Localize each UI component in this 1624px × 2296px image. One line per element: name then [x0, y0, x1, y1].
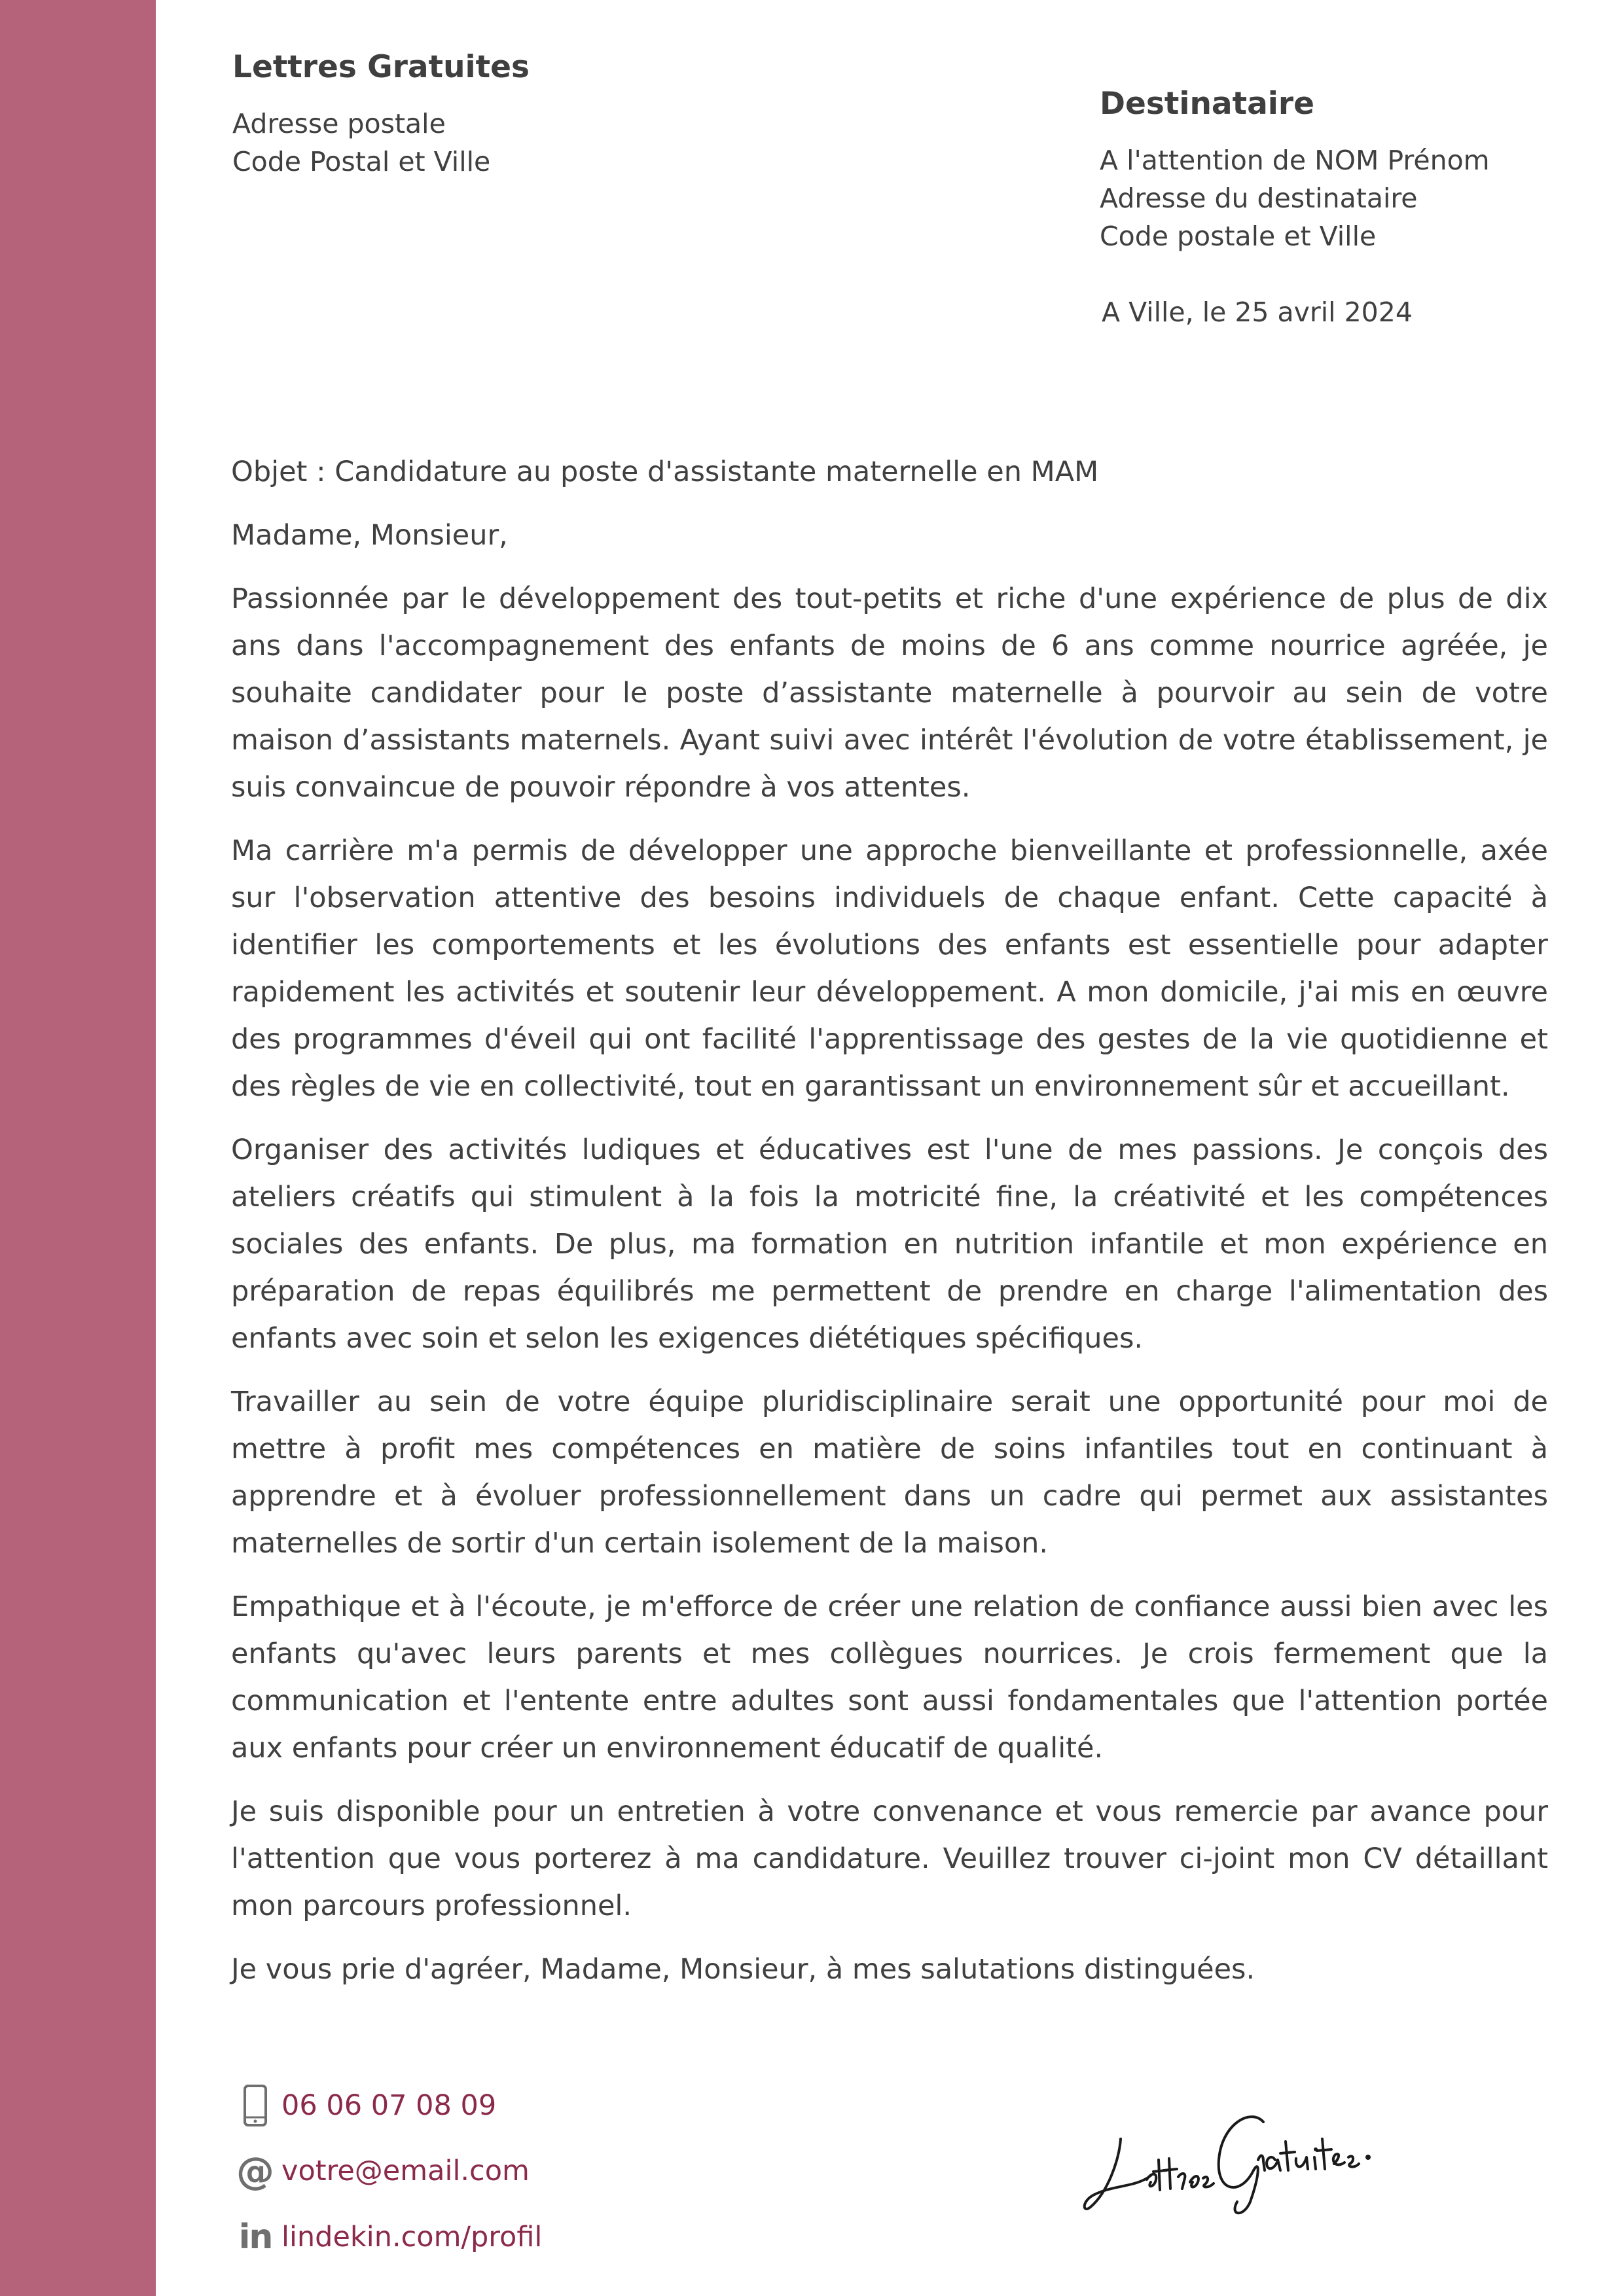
letter-subject: Objet : Candidature au poste d'assistante maternelle en MAM [231, 456, 1099, 488]
letter-greeting: Madame, Monsieur, [231, 519, 508, 552]
letter-paragraph: Organiser des activités ludiques et éducatives est l'une de mes passions. Je conçois des ateliers créatifs qui stimulent à la fois la motricité fine, la créativité et les compétences sociales des enfants. De plus, ma formation en nutrition infantile et mon expérience en préparation de repas équilibrés me permettent de prendre en charge l'alimentation des enfants avec soin et selon les exigences diététiques spécifiques. [231, 1134, 1548, 1355]
recipient-city: Code postale et Ville [1100, 221, 1377, 252]
contact-linkedin [229, 2211, 753, 2263]
recipient-block [1100, 84, 1597, 331]
contact-phone-value[interactable]: 06 06 07 08 09 [281, 2089, 497, 2122]
sender-block [232, 47, 691, 181]
letter-paragraph: Travailler au sein de votre équipe pluridisciplinaire serait une opportunité pour moi de mettre à profit mes compétences en matière de soins infantiles tout en continuant à apprendre et à évoluer professionnellement dans un cadre qui permet aux assistantes maternelles de sortir d'un certain isolement de la maison. [231, 1386, 1548, 1560]
letter-date: A Ville, le 25 avril 2024 [1102, 296, 1413, 328]
sender-address: Adresse postale [232, 108, 446, 139]
letter-closing: Je vous prie d'agréer, Madame, Monsieur, à mes salutations distinguées. [231, 1953, 1255, 1986]
recipient-attention: A l'attention de NOM Prénom [1100, 145, 1490, 176]
sidebar-accent-bar [0, 0, 156, 2296]
handwritten-signature [1074, 2062, 1466, 2225]
contact-email-value[interactable]: votre@email.com [281, 2155, 530, 2187]
recipient-title: Destinataire [1100, 86, 1314, 122]
letter-paragraph: Passionnée par le développement des tout-petits et riche d'une expérience de plus de dix ans dans l'accompagnement des enfants de moins de 6 ans comme nourrice agréée, je souhaite candidater pour le poste d’assistante maternelle à pourvoir au sein de votre maison d’assistants maternels. Ayant suivi avec intérêt l'évolution de votre établissement, je suis convaincue de pouvoir répondre à vos attentes. [231, 583, 1548, 804]
contact-phone [229, 2079, 753, 2132]
sender-city: Code Postal et Ville [232, 146, 491, 177]
contact-email [229, 2145, 753, 2197]
letter-paragraph: Ma carrière m'a permis de développer une approche bienveillante et professionnelle, axée sur l'observation attentive des besoins individuels de chaque enfant. Cette capacité à identifier les comportements et les évolutions des enfants est essentielle pour adapter rapidement les activités et soutenir leur développement. A mon domicile, j'ai mis en œuvre des programmes d'éveil qui ont facilité l'apprentissage des gestes de la vie quotidienne et des règles de vie en collectivité, tout en garantissant un environnement sûr et accueillant. [231, 834, 1548, 1103]
at-icon: @ [236, 2149, 274, 2193]
linkedin-icon: in [238, 2217, 272, 2257]
recipient-address: Adresse du destinataire [1100, 183, 1418, 214]
sender-name: Lettres Gratuites [232, 49, 530, 85]
letter-paragraph: Je suis disponible pour un entretien à votre convenance et vous remercie par avance pour l'attention que vous porterez à ma candidature. Veuillez trouver ci-joint mon CV détaillant mon parcours professionnel. [231, 1795, 1548, 1922]
contact-linkedin-value[interactable]: lindekin.com/profil [281, 2221, 543, 2253]
phone-icon [229, 2085, 281, 2126]
letter-paragraph: Empathique et à l'écoute, je m'efforce de créer une relation de confiance aussi bien avec les enfants qu'avec leurs parents et mes collègues nourrices. Je crois fermement que la communication et l'entente entre adultes sont aussi fondamentales que l'attention portée aux enfants pour créer un environnement éducatif de qualité. [231, 1590, 1548, 1765]
letter-body [231, 448, 1548, 2009]
